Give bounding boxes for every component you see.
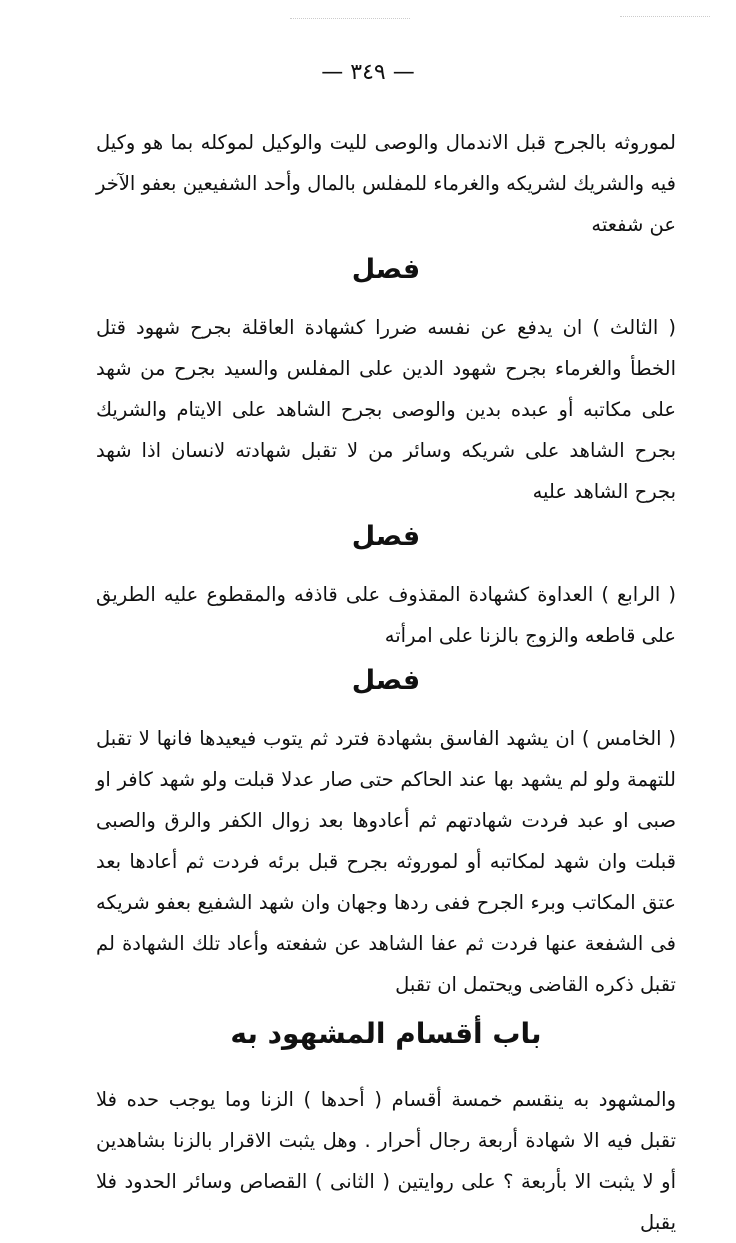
page-number: — ٣٤٩ — xyxy=(321,60,415,85)
paragraph: ( الخامس ) ان يشهد الفاسق بشهادة فترد ثم يتوب فيعيدها فانها لا تقبل للتهمة ولو لم يشهد بها عند الحاكم حتى صار عدلا قبلت ولو شهد كافر او صبى او عبد فردت شهادتهم ثم أعادوها بعد زوال الكفر والرق والصبى قبلت وان شهد لمكاتبه أو لموروثه بجرح قبل برئه فردت ثم أعادها بعد عتق المكاتب وبرء الجرح ففى ردها وجهان وان شهد الشفيع بعفو شريكه فى الشفعة عنها فردت ثم عفا الشاهد عن شفعته وأعاد تلك الشهادة لم تقبل ذكره القاضى ويحتمل ان تقبل xyxy=(96,727,676,996)
scan-speck xyxy=(290,18,410,21)
section-heading: فصل xyxy=(351,665,421,696)
chapter-heading: باب أقسام المشهود به xyxy=(230,1017,542,1050)
paragraph: لموروثه بالجرح قبل الاندمال والوصى لليت والوكيل لموكله بما هو وكيل فيه والشريك لشريكه والغرماء للمفلس بالمال وأحد الشفيعين بعفو الآخر عن شفعته xyxy=(96,131,676,236)
paragraph: ( الرابع ) العداوة كشهادة المقذوف على قاذفه والمقطوع عليه الطريق على قاطعه والزوج بالزنا على امرأته xyxy=(96,583,676,647)
paragraph: ( الثالث ) ان يدفع عن نفسه ضررا كشهادة العاقلة بجرح شهود قتل الخطأ والغرماء بجرح شهود الدين على المفلس والسيد بجرح من شهد على مكاتبه أو عبده بدين والوصى بجرح الشاهد على الايتام والشريك بجرح الشاهد على شريكه وسائر من لا تقبل شهادته لانسان اذا شهد بجرح الشاهد عليه xyxy=(96,316,676,503)
section-heading: فصل xyxy=(351,254,421,285)
scan-speck xyxy=(620,16,710,19)
section-heading: فصل xyxy=(351,521,421,552)
body-text xyxy=(96,122,676,1243)
paragraph: والمشهود به ينقسم خمسة أقسام ( أحدها ) الزنا وما يوجب حده فلا تقبل فيه الا شهادة أربعة رجال أحرار . وهل يثبت الاقرار بالزنا بشاهدين أو لا يثبت الا بأربعة ؟ على روايتين ( الثانى ) القصاص وسائر الحدود فلا يقبل xyxy=(96,1088,676,1234)
